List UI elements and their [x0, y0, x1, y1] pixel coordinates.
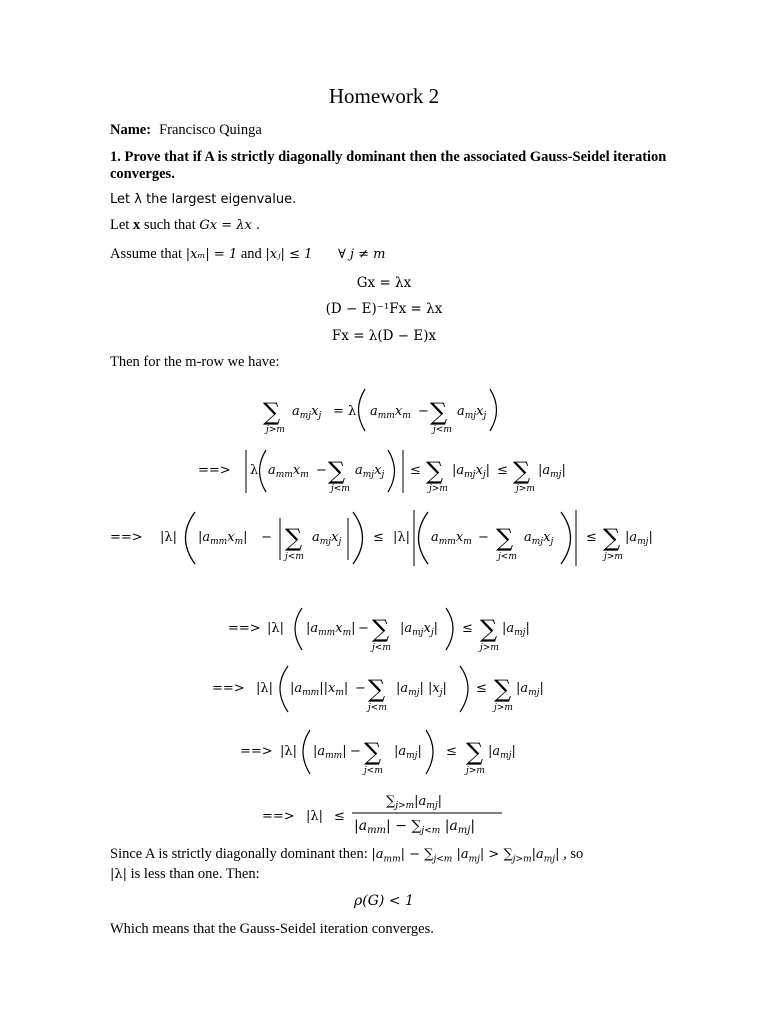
abs-upper-coefficient: $|a_{mj}|$ [502, 621, 530, 638]
leq-sign: ≤ [334, 809, 345, 824]
sum-symbol: ∑ [494, 675, 512, 703]
sum-index-gt: j>m [480, 643, 499, 653]
sum-symbol: ∑ [285, 524, 303, 552]
paren [303, 730, 310, 774]
sum-index-lt: j<m [364, 766, 383, 776]
paren [186, 512, 196, 564]
sum-index-gt: j>m [604, 552, 623, 562]
eq4-minus: − [418, 404, 429, 419]
equation-2: (D − E)⁻¹Fx = λx [325, 301, 443, 317]
paren [388, 450, 395, 492]
lambda-bound-fraction [0, 785, 768, 840]
equation-3: Fx = λ(D − E)x [331, 328, 437, 344]
diagonal-term: $a_{mm}x_m$ [268, 463, 309, 480]
lower-term: $a_{mj}x_j$ [355, 463, 385, 480]
sum-symbol: ∑ [480, 615, 498, 643]
abs-lambda: |λ| [393, 530, 410, 545]
paren [460, 666, 468, 712]
name-value: Francisco Quinga [159, 122, 262, 138]
conclusion-text: Which means that the Gauss-Seidel iteration converges. [110, 921, 434, 937]
abs-lambda: |λ| [280, 744, 297, 759]
sum-index-lt: j<m [372, 643, 391, 653]
sum-index-lt: j<m [331, 484, 350, 494]
abs-upper-coefficient: $|a_{mj}|$ [516, 681, 544, 698]
abs-diagonal-product: $|a_{mm}x_m|$ [306, 621, 356, 638]
implies-arrow: ==> [262, 809, 295, 824]
sum-symbol: ∑ [430, 398, 448, 426]
sum-symbol: ∑ [368, 675, 386, 703]
assume-and: and [240, 246, 262, 262]
minus-sign: − [316, 463, 327, 478]
abs-lower-product: $|a_{mj}x_j|$ [400, 621, 438, 638]
leq-sign: ≤ [446, 744, 457, 759]
leq-sign: ≤ [476, 681, 487, 696]
assume-cond1: |xₘ| = 1 [185, 247, 238, 262]
eq4-lower-term: $a_{mj}x_j$ [457, 404, 487, 421]
lower-term: $a_{mj}x_j$ [312, 530, 342, 547]
abs-diagonal-times-abs-x: $|a_{mm}||x_m|$ [290, 681, 349, 698]
fraction-denominator: $|a_{mm}| - \sum_{j<m}$ $|a_{mj}|$ [354, 818, 476, 836]
abs-coefficient-times-abs-x: $|a_{mj}|$ $|x_j|$ [396, 681, 447, 698]
paren [419, 512, 429, 564]
lambda-less-text: is less than one. Then: [130, 866, 260, 882]
problem-statement: 1. Prove that if A is strictly diagonally dominant then the associated Gauss-Seidel iteration converges. [110, 149, 667, 182]
implies-arrow: ==> [212, 681, 245, 696]
paren [426, 730, 433, 774]
sum-symbol: ∑ [496, 524, 514, 552]
assume-forall: ∀ j ≠ m [338, 247, 386, 262]
name-line [110, 122, 262, 139]
sum-symbol: ∑ [372, 615, 390, 643]
abs-upper-coefficient: $|a_{mj}|$ [488, 744, 516, 761]
sum-symbol: ∑ [603, 524, 621, 552]
implies-arrow: ==> [228, 621, 261, 636]
eq4-lhs-term: $a_{mj}x_j$ [292, 404, 322, 421]
sum-index-gt: j>m [429, 484, 448, 494]
paren [280, 666, 288, 712]
minus-sign: − [261, 530, 272, 545]
paren [260, 450, 267, 492]
since-statement [110, 846, 583, 865]
m-row-intro: Then for the m-row we have: [110, 354, 280, 370]
sum-index-lt: j<m [433, 425, 452, 435]
implies-arrow: ==> [240, 744, 273, 759]
sum-index-gt: j>m [494, 703, 513, 713]
abs-lambda: |λ| [306, 809, 323, 824]
sum-symbol: ∑ [426, 457, 444, 485]
dominance-inequality: $|a_{mm}| - \sum_{j<m}$ $|a_{mj}| > \sum_{j>m}|a_{mj}|$ [371, 847, 560, 865]
sum-index-gt: j>m [466, 766, 485, 776]
since-text: Since A is strictly diagonally dominant then: [110, 846, 368, 862]
implies-arrow: ==> [110, 530, 143, 545]
lambda-conclusion-line [110, 866, 260, 883]
minus-sign: − [358, 621, 369, 636]
x-def-prefix: Let [110, 217, 130, 233]
sum-symbol: ∑ [328, 457, 346, 485]
x-def-equation: Gx = λx . [199, 218, 261, 233]
abs-lower-coefficient: $|a_{mj}|$ [394, 744, 422, 761]
eq4-left-paren [359, 389, 366, 431]
abs-upper-term: $|a_{mj}x_j|$ [452, 463, 490, 480]
abs-upper-coefficient: $|a_{mj}|$ [538, 463, 566, 480]
abs-lambda: |λ| [160, 530, 177, 545]
abs-diagonal-product: $|a_{mm}x_m|$ [198, 530, 248, 547]
abs-lambda: |λ| [256, 681, 273, 696]
leq-sign: ≤ [373, 530, 384, 545]
diagonal-term: $a_{mm}x_m$ [431, 530, 472, 547]
implies-arrow: ==> [198, 463, 231, 478]
assume-cond2: |xⱼ| ≤ 1 [265, 247, 313, 262]
paren [295, 608, 302, 650]
assume-prefix: Assume that [110, 246, 183, 262]
lambda-symbol: λ [250, 463, 259, 478]
eq4-equals-lambda: = λ [333, 404, 357, 419]
eq4-diagonal-term: $a_{mm}x_m$ [370, 404, 411, 421]
sum-symbol: ∑ [513, 457, 531, 485]
page-title: Homework 2 [328, 84, 440, 108]
assumption-line [110, 246, 386, 263]
x-definition [110, 217, 260, 234]
abs-diagonal-coefficient: $|a_{mm}|$ [313, 744, 347, 761]
lambda-definition: Let λ the largest eigenvalue. [110, 192, 297, 207]
eq4-right-paren [490, 389, 497, 431]
abs-upper-coefficient: $|a_{mj}|$ [625, 530, 653, 547]
equation-1: Gx = λx [356, 275, 412, 291]
minus-sign: − [478, 530, 489, 545]
fraction-numerator: $\sum_{j>m}|a_{mj}|$ [386, 794, 443, 811]
leq-sign: ≤ [497, 463, 508, 478]
since-suffix: , so [563, 846, 584, 862]
paren [446, 608, 453, 650]
x-def-bold: x [132, 217, 141, 233]
sum-index-gt: j>m [516, 484, 535, 494]
abs-lambda: |λ| [110, 867, 127, 882]
leq-sign: ≤ [462, 621, 473, 636]
abs-lambda: |λ| [267, 621, 284, 636]
sum-index-lt: j<m [368, 703, 387, 713]
sum-index-lt: j<m [498, 552, 517, 562]
name-label: Name: [110, 122, 152, 138]
paren [353, 512, 363, 564]
minus-sign: − [350, 744, 361, 759]
paren [561, 512, 571, 564]
sum-index-gt: j>m [266, 425, 285, 435]
minus-sign: − [355, 681, 366, 696]
lower-term: $a_{mj}x_j$ [524, 530, 554, 547]
leq-sign: ≤ [410, 463, 421, 478]
spectral-radius-inequality: ρ(G) < 1 [354, 893, 414, 909]
sum-index-lt: j<m [285, 552, 304, 562]
derivation-equations [0, 380, 768, 810]
sum-symbol: ∑ [466, 738, 484, 766]
x-def-mid: such that [143, 217, 196, 233]
sum-symbol: ∑ [263, 398, 281, 426]
sum-symbol: ∑ [364, 738, 382, 766]
leq-sign: ≤ [586, 530, 597, 545]
